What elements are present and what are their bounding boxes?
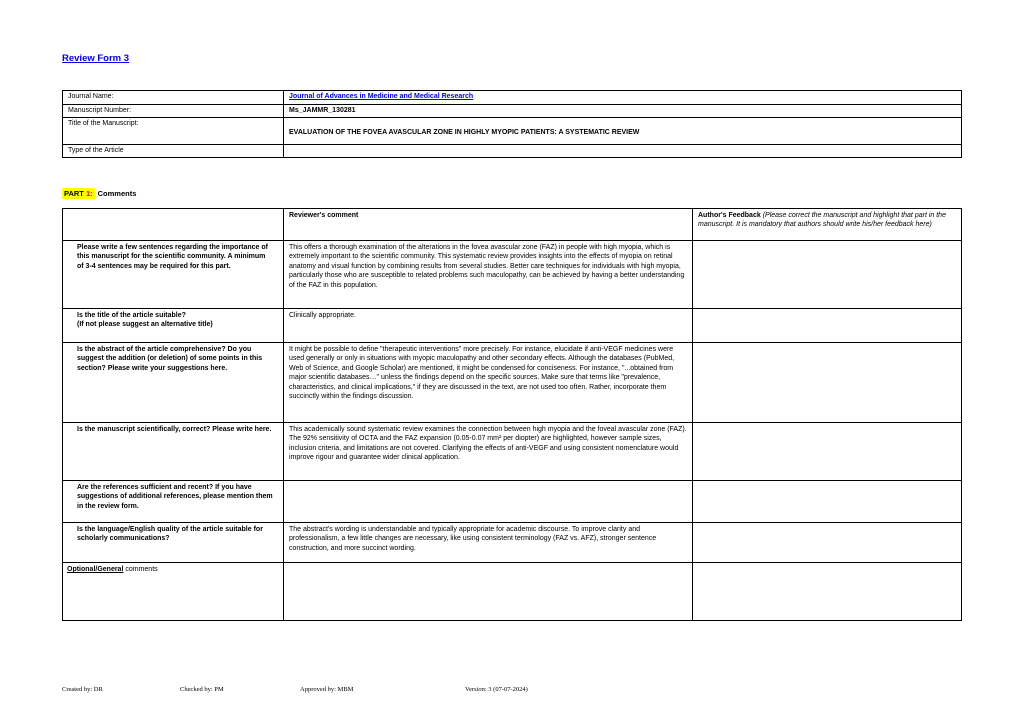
table-row-optional-general (63, 563, 962, 621)
table-row-title-suitable (63, 309, 962, 343)
footer-created-by: Created by: DR (62, 686, 103, 693)
question-cell: Is the manuscript scientifically, correct? Please write here. (63, 423, 284, 481)
comments-table (62, 208, 962, 621)
header-author-feedback (693, 209, 962, 241)
table-row (63, 118, 962, 145)
manuscript-title-value: EVALUATION OF THE FOVEA AVASCULAR ZONE IN HIGHLY MYOPIC PATIENTS: A SYSTEMATIC REVIEW (284, 118, 962, 145)
footer-approved-by: Approved by: MBM (300, 686, 354, 693)
journal-link[interactable]: Journal of Advances in Medicine and Medical Research (289, 93, 474, 100)
author-feedback-cell (693, 563, 962, 621)
table-row-abstract (63, 343, 962, 423)
question-cell: Are the references sufficient and recent? If you have suggestions of additional references, please mention them in the review form. (63, 481, 284, 523)
question-cell: Is the title of the article suitable? (If not please suggest an alternative title) (63, 309, 284, 343)
header-empty-cell (63, 209, 284, 241)
article-type-value (284, 145, 962, 158)
question-cell: Is the language/English quality of the article suitable for scholarly communications? (63, 523, 284, 563)
table-row (63, 91, 962, 105)
reviewer-comment-cell: This offers a thorough examination of the alterations in the fovea avascular zone (FAZ) in people with high myopia, which is extremely important to the scientific community. This systematic review provides insights into the effects of myopia on retinal anatomy and visual function by combining results from several studies. Better care techniques for individuals with high myopia, particularly those who are susceptible to related problems such maculopathy, can be achieved by having a better understanding of the FAZ in this population. (284, 241, 693, 309)
author-feedback-cell (693, 481, 962, 523)
part1-word: PART (64, 189, 84, 198)
author-feedback-cell (693, 523, 962, 563)
reviewer-comment-cell: This academically sound systematic review examines the connection between high myopia and the foveal avascular zone (FAZ). The 92% sensitivity of OCTA and the FAZ expansion (0.05-0.07 mm² per diopter) are highlighted, however sample sizes, inclusion criteria, and limitations are not covered. Clarifying the effects of anti-VEGF and using consistent nomenclature would improve rigour and guarantee wider clinical application. (284, 423, 693, 481)
part1-heading (62, 189, 136, 198)
table-row-scientific (63, 423, 962, 481)
table-row (63, 105, 962, 118)
comments-header-row (63, 209, 962, 241)
manuscript-number-label: Manuscript Number: (63, 105, 284, 118)
table-row-importance (63, 241, 962, 309)
part1-label: Comments (97, 189, 137, 198)
author-feedback-cell (693, 241, 962, 309)
reviewer-comment-cell (284, 563, 693, 621)
table-row-language (63, 523, 962, 563)
page-title: Review Form 3 (62, 53, 130, 64)
manuscript-number-value: Ms_JAMMR_130281 (284, 105, 962, 118)
table-row (63, 145, 962, 158)
part1-number: 1: (85, 189, 93, 198)
footer-version: Version: 3 (07-07-2024) (465, 686, 528, 693)
author-feedback-cell (693, 423, 962, 481)
header-reviewer-comment: Reviewer's comment (284, 209, 693, 241)
reviewer-comment-cell: It might be possible to define "therapeutic interventions" more precisely. For instance, elucidate if anti-VEGF medicines were used generally or only in situations with myopic maculopathy and other secondary effects. Although the databases (PubMed, Web of Science, and Google Scholar) are mentioned, it might be condensed for conciseness. For instance, "...obtained from major scientific databases…" unless the findings depend on the specific sources. Make sure that terms like "prevalence, characteristics, and clinical implications," if they are discussed in the text, are not used too often. Rather, incorporate them succinctly within the findings discussion. (284, 343, 693, 423)
part1-badge (62, 188, 95, 199)
table-row-references (63, 481, 962, 523)
author-feedback-note: (Please correct the manuscript and highlight that part in the manuscript. It is mandatory that authors should write his/her feedback here) (698, 212, 946, 229)
author-feedback-title: Author's Feedback (698, 212, 763, 219)
author-feedback-cell (693, 309, 962, 343)
manuscript-meta-table (62, 90, 962, 158)
question-cell: Is the abstract of the article comprehensive? Do you suggest the addition (or deletion) of some points in this section? Please write your suggestions here. (63, 343, 284, 423)
question-cell: Please write a few sentences regarding the importance of this manuscript for the scientific community. A minimum of 3-4 sentences may be required for this part. (63, 241, 284, 309)
question-cell: Optional/General comments (63, 563, 284, 621)
footer-checked-by: Checked by: PM (180, 686, 224, 693)
manuscript-title-label: Title of the Manuscript: (63, 118, 284, 145)
article-type-label: Type of the Article (63, 145, 284, 158)
reviewer-comment-cell (284, 481, 693, 523)
reviewer-comment-cell: Clinically appropriate. (284, 309, 693, 343)
author-feedback-cell (693, 343, 962, 423)
document-footer (62, 686, 962, 698)
reviewer-comment-cell: The abstract's wording is understandable and typically appropriate for academic discourse. To improve clarity and professionalism, a few little changes are necessary, like using consistent terminology (FAZ vs. AFZ), stronger sentence construction, and more succinct wording. (284, 523, 693, 563)
journal-name-label: Journal Name: (63, 91, 284, 105)
